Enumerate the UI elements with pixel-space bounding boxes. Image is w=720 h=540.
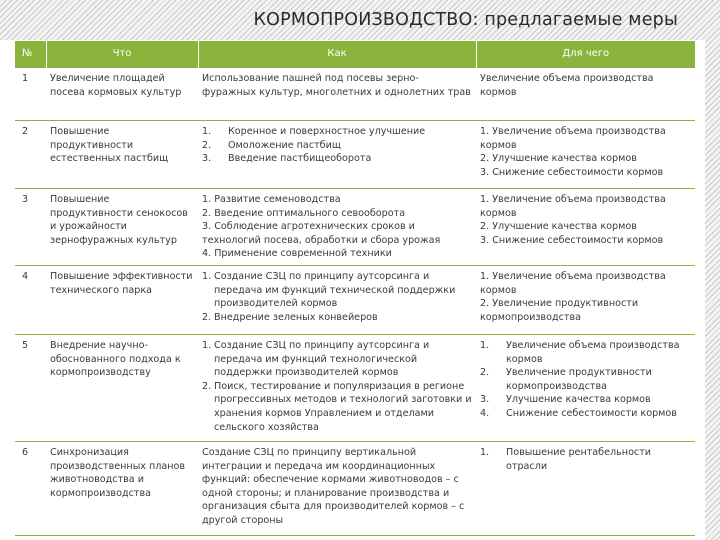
- list-item: 1. Развитие семеноводства: [202, 194, 341, 205]
- cell-what: Повышение продуктивности сенокосов и урожайности зернофуражных культур: [46, 189, 198, 266]
- list-item: 3. Снижение себестоимости кормов: [480, 166, 664, 178]
- list-item: 3. Соблюдение агротехнических сроков и технологий посева, обработки и сбора урожая: [202, 221, 441, 246]
- list-item: 2. Поиск, тестирование и популяризация в регионе прогрессивных методов и технологий заготовки и хранения кормов Управлением и отделами сельского хозяйства: [202, 380, 472, 433]
- cell-why: [476, 121, 695, 189]
- column-header-how: Как: [198, 41, 476, 68]
- row-number: 2: [15, 121, 46, 189]
- list-item: 1. Создание СЗЦ по принципу аутсорсинга и передача им функций технологической поддержки производителей кормов: [202, 339, 430, 379]
- row-number: 1: [15, 68, 46, 121]
- column-header-number: №: [15, 41, 46, 68]
- list-item: 1. Увеличение объема производства кормов: [480, 270, 666, 296]
- column-header-why: Для чего: [476, 41, 695, 68]
- cell-what: Повышение эффективности технического парка: [46, 265, 198, 334]
- row-number: 6: [15, 441, 46, 535]
- list-item: 1. Увеличение объема производства кормов: [480, 126, 666, 151]
- measures-table: [15, 41, 695, 536]
- list-item: 2. Улучшение качества кормов: [480, 153, 637, 165]
- table-row: [15, 189, 695, 266]
- list-item: 4. Снижение себестоимости кормов: [480, 407, 677, 419]
- list-item: 2. Увеличение продуктивности кормопроизводства: [480, 367, 652, 392]
- table-row: [15, 265, 695, 334]
- cell-how: [198, 265, 476, 334]
- cell-what: Повышение продуктивности естественных пастбищ: [46, 121, 198, 189]
- cell-why: [476, 189, 695, 266]
- cell-how: [198, 334, 476, 441]
- cell-how: [198, 121, 476, 189]
- row-number: 3: [15, 189, 46, 266]
- table-row: [15, 441, 695, 535]
- list-item: 2. Улучшение качества кормов: [480, 221, 637, 233]
- list-item: 3. Снижение себестоимости кормов: [480, 234, 664, 246]
- list-item: 3. Улучшение качества кормов: [480, 394, 651, 406]
- table-row: [15, 334, 695, 441]
- cell-how: Создание СЗЦ по принципу вертикальной интеграции и передача им координационных функций: обеспечение кормами животноводов – с одной стороны; и планирование производства и организация сбыта для производителей кормов – с другой стороны: [198, 441, 476, 535]
- page-title: КОРМОПРОИЗВОДСТВО: предлагаемые меры: [253, 10, 678, 30]
- table-row: [15, 68, 695, 121]
- list-item: 2. Омоложение пастбищ: [202, 139, 341, 151]
- cell-why: [476, 265, 695, 334]
- list-item: 1. Увеличение объема производства кормов: [480, 194, 666, 219]
- list-item: 1. Создание СЗЦ по принципу аутсорсинга и передача им функций технической поддержки производителей кормов: [202, 270, 456, 310]
- cell-what: Синхронизация производственных планов животноводства и кормопроизводства: [46, 441, 198, 535]
- list-item: 3. Введение пастбищеоборота: [202, 153, 372, 165]
- cell-how: [198, 189, 476, 266]
- column-header-what: Что: [46, 41, 198, 68]
- list-item: 4. Применение современной техники: [202, 248, 392, 260]
- cell-what: Внедрение научно-обоснованного подхода к кормопроизводству: [46, 334, 198, 441]
- cell-why: [476, 334, 695, 441]
- list-item: 1. Повышение рентабельности отрасли: [480, 446, 652, 472]
- table-header-row: [15, 41, 695, 68]
- row-number: 5: [15, 334, 46, 441]
- cell-why: [476, 441, 695, 535]
- list-item: 1. Коренное и поверхностное улучшение: [202, 126, 426, 137]
- row-number: 4: [15, 265, 46, 334]
- cell-how: Использование пашней под посевы зерно-фуражных культур, многолетних и однолетних трав: [198, 68, 476, 121]
- list-item: 1. Увеличение объема производства кормов: [480, 339, 680, 365]
- cell-what: Увеличение площадей посева кормовых культур: [46, 68, 198, 121]
- cell-why: Увеличение объема производства кормов: [476, 68, 695, 121]
- table-row: [15, 121, 695, 189]
- list-item: 2. Введение оптимального севооборота: [202, 207, 406, 219]
- list-item: 2. Увеличение продуктивности кормопроизводства: [480, 298, 639, 323]
- list-item: 2. Внедрение зеленых конвейеров: [202, 311, 378, 323]
